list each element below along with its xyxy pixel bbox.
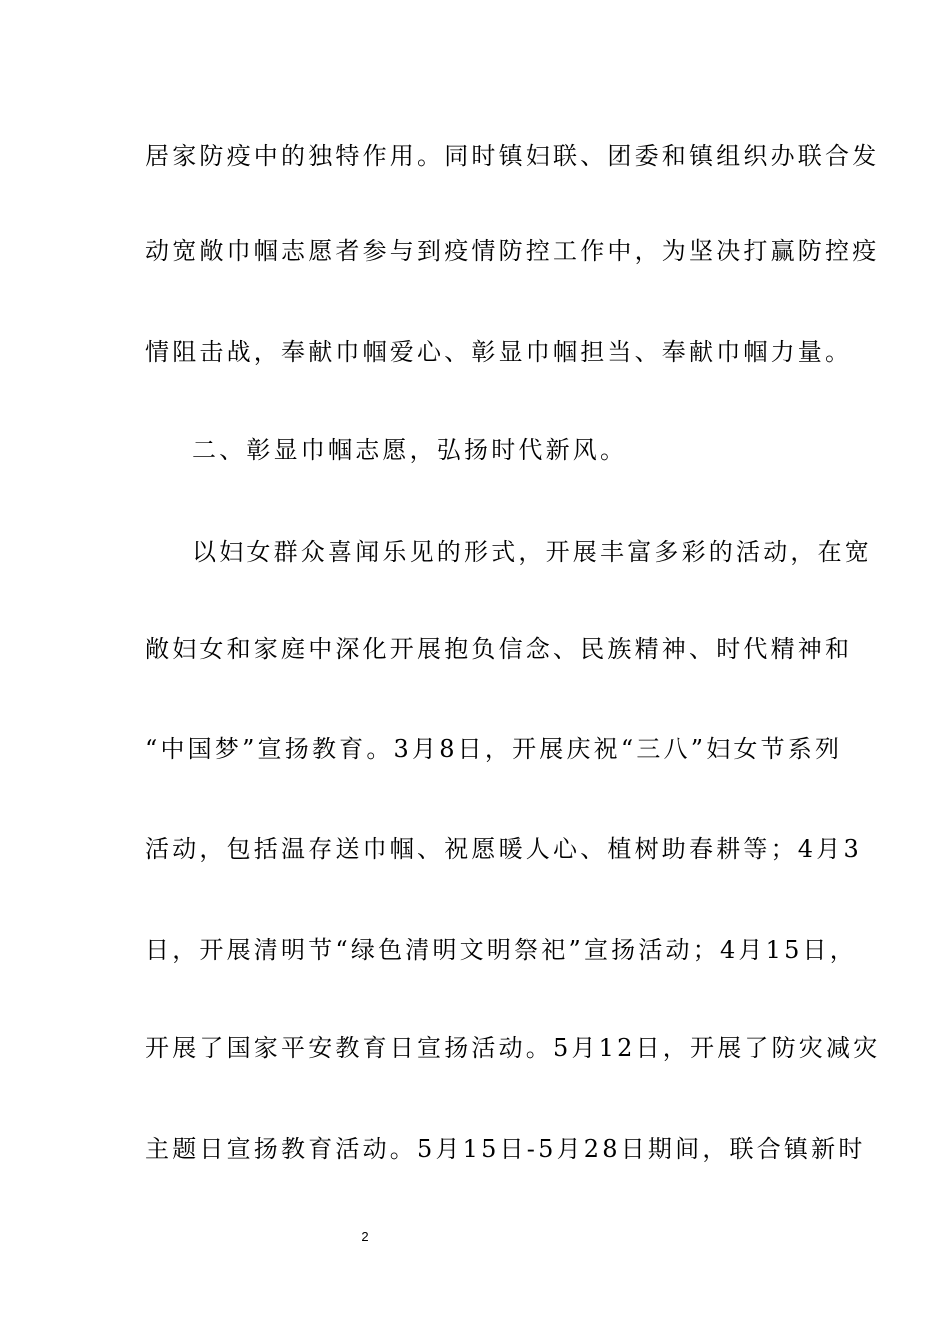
body-text-line: 活动，包括温存送巾帼、祝愿暖人心、植树助春耕等；4月3 bbox=[145, 835, 862, 863]
body-text-line: 日，开展清明节“绿色清明文明祭祀”宣扬活动；4月15日， bbox=[145, 936, 857, 964]
section-heading: 二、彰显巾帼志愿，弘扬时代新风。 bbox=[192, 436, 628, 464]
body-text-line: 主题日宣扬教育活动。5月15日-5月28日期间，联合镇新时 bbox=[145, 1135, 866, 1163]
body-text-line: 以妇女群众喜闻乐见的形式，开展丰富多彩的活动，在宽 bbox=[192, 538, 872, 566]
body-text-line: 敞妇女和家庭中深化开展抱负信念、民族精神、时代精神和 bbox=[145, 635, 853, 663]
body-text-line: 开展了国家平安教育日宣扬活动。5月12日，开展了防灾减灾 bbox=[145, 1034, 881, 1062]
body-text-line: “中国梦”宣扬教育。3月8日，开展庆祝“三八”妇女节系列 bbox=[145, 735, 843, 763]
body-text-line: 居家防疫中的独特作用。同时镇妇联、团委和镇组织办联合发 bbox=[145, 142, 880, 170]
body-text-line: 动宽敞巾帼志愿者参与到疫情防控工作中，为坚决打赢防控疫 bbox=[145, 237, 880, 265]
body-text-line: 情阻击战，奉献巾帼爱心、彰显巾帼担当、奉献巾帼力量。 bbox=[145, 338, 853, 366]
page-number: 2 bbox=[361, 1229, 369, 1244]
